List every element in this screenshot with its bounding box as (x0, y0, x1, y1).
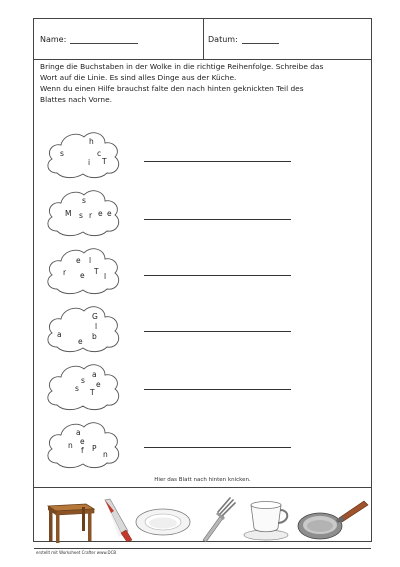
answer-line[interactable] (144, 275, 291, 276)
cloud-letter: s (81, 376, 85, 385)
cloud-letter: b (92, 332, 97, 341)
cloud-row-5 (34, 359, 371, 417)
cloud-letter: e (107, 209, 112, 218)
cloud-letter: s (79, 211, 83, 220)
instructions (40, 61, 365, 105)
cloud-icon (43, 243, 123, 297)
instruction-line-3: Wenn du einen Hilfe brauchst falte den nach hinten geknickten Teil des (40, 84, 304, 93)
cloud-row-3 (34, 243, 371, 301)
cloud-letter: l (104, 272, 107, 281)
cloud-letter: l (89, 256, 92, 265)
cloud-letter: T (90, 388, 95, 397)
name-line[interactable] (70, 35, 138, 44)
cloud-letter: T (94, 267, 99, 276)
fork-icon (199, 497, 237, 543)
cloud-row-1 (34, 127, 371, 185)
cloud-letter: h (89, 137, 94, 146)
cloud-letter: e (80, 271, 85, 280)
pan-icon (296, 496, 370, 544)
answer-line[interactable] (144, 331, 291, 332)
date-line[interactable] (242, 35, 279, 44)
table-icon (44, 497, 96, 543)
answer-line[interactable] (144, 389, 291, 390)
fold-hint: Hier das Blatt nach hinten knicken. (154, 477, 251, 483)
cloud-letter: r (89, 211, 93, 220)
cloud-letter: l (95, 322, 98, 331)
cloud-letter: a (92, 370, 97, 379)
instruction-line-2: Wort auf die Linie. Es sind alles Dinge aus der Küche. (40, 73, 237, 82)
date-label: Datum: (208, 35, 238, 44)
cloud-letter: c (97, 149, 102, 158)
footer-credit: erstellt mit Worksheet Crafter www.DCB (36, 550, 117, 555)
header-row (34, 19, 371, 60)
answer-line[interactable] (144, 447, 291, 448)
cloud-letter: a (76, 428, 81, 437)
worksheet (33, 18, 372, 555)
cloud-letter: e (96, 380, 101, 389)
cloud-letter: n (103, 450, 108, 459)
cloud-letter: s (75, 384, 79, 393)
cloud-letter: M (65, 209, 72, 218)
cloud-letter: G (92, 312, 98, 321)
cloud-row-2 (34, 185, 371, 243)
cloud-letter: s (82, 196, 86, 205)
cloud-letter: s (60, 149, 64, 158)
cloud-letter: a (57, 330, 62, 339)
cloud-letter: P (92, 444, 97, 453)
cloud-row-6 (34, 417, 371, 475)
header-divider (203, 19, 204, 59)
cloud-letter: f (81, 446, 84, 455)
picture-strip (34, 487, 371, 549)
answer-line[interactable] (144, 161, 291, 162)
name-label: Name: (40, 35, 67, 44)
instruction-line-4: Blattes nach Vorne. (40, 95, 112, 104)
cloud-icon (43, 301, 123, 355)
cloud-letter: e (78, 337, 83, 346)
cloud-icon (43, 359, 123, 413)
cup-icon (242, 498, 294, 542)
instruction-line-1: Bringe die Buchstaben in der Wolke in die richtige Reihenfolge. Schreibe das (40, 62, 324, 71)
cloud-letter: e (98, 209, 103, 218)
date-field (208, 35, 279, 44)
name-field (40, 35, 138, 44)
answer-line[interactable] (144, 219, 291, 220)
cloud-icon (43, 127, 123, 181)
knife-icon (102, 497, 134, 543)
cloud-letter: r (63, 268, 67, 277)
cloud-letter: e (76, 256, 81, 265)
cloud-letter: T (102, 157, 107, 166)
cloud-letter: e (80, 437, 85, 446)
cloud-row-4 (34, 301, 371, 359)
cloud-letter: n (68, 441, 73, 450)
cloud-letter: i (88, 158, 91, 167)
plate-icon (134, 506, 192, 538)
